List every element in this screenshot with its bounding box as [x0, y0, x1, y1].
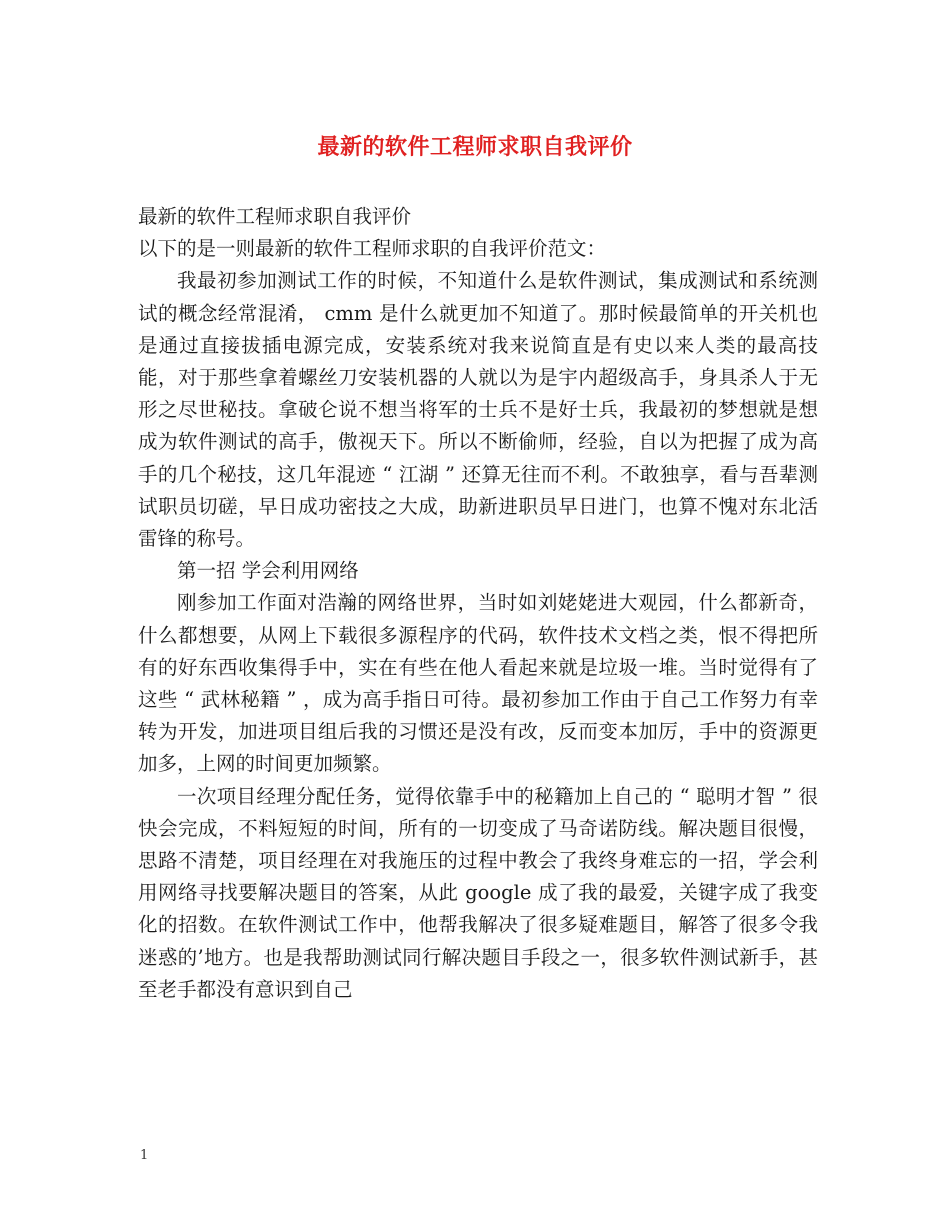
document-title: 最新的软件工程师求职自我评价: [317, 134, 633, 160]
page-number: 1: [140, 1148, 149, 1163]
paragraph-project-task: 一次项目经理分配任务，觉得依靠手中的秘籍加上自己的 “ 聪明才智 ” 很快会完成，不料短短的时间，所有的一切变成了马奇诺防线。解决题目很慢，思路不清楚，项目经理在对我施压的过程中教会了我终身难忘的一招，学会利用网络寻找要解决题目的答案，从此 google 成了我的最爱，关键字成了我变化的招数。在软件测试工作中，他帮我解决了很多疑难题目，解答了很多令我迷惑的’地方。也是我帮助测试同行解决题目手段之一，很多软件测试新手，甚至老手都没有意识到自己: [138, 784, 818, 1001]
paragraph-heading-repeat: 最新的软件工程师求职自我评价: [138, 205, 412, 228]
document-body: [138, 201, 818, 1006]
paragraph-background: 我最初参加测试工作的时候，不知道什么是软件测试，集成测试和系统测试的概念经常混淆， cmm 是什么就更加不知道了。那时候最简单的开关机也是通过直接拔插电源完成，安装系统对我来说简直是有史以来人类的最高技能，对于那些拿着螺丝刀安装机器的人就以为是宇内超级高手，身具杀人于无形之尽世秘技。拿破仑说不想当将军的士兵不是好士兵，我最初的梦想就是想成为软件测试的高手，傲视天下。所以不断偷师，经验，自以为把握了成为高手的几个秘技，这几年混迹 “ 江湖 ” 还算无往而不利。不敢独享，看与吾辈测试职员切磋，早日成功密技之大成，助新进职员早日进门，也算不愧对东北活雷锋的称号。: [138, 269, 818, 551]
section-heading-first-move: 第一招 学会利用网络: [177, 559, 359, 583]
paragraph-intro: 以下的是一则最新的软件工程师求职的自我评价范文：: [138, 237, 607, 261]
paragraph-network-world: 刚参加工作面对浩瀚的网络世界，当时如刘姥姥进大观园，什么都新奇，什么都想要，从网上下载很多源程序的代码，软件技术文档之类，恨不得把所有的好东西收集得手中，实在有些在他人看起来就是垃圾一堆。当时觉得有了这些 “ 武林秘籍 ” ，成为高手指日可待。最初参加工作由于自己工作努力有幸转为开发，加进项目组后我的习惯还是没有改，反而变本加厉，手中的资源更加多，上网的时间更加频繁。: [138, 591, 818, 776]
